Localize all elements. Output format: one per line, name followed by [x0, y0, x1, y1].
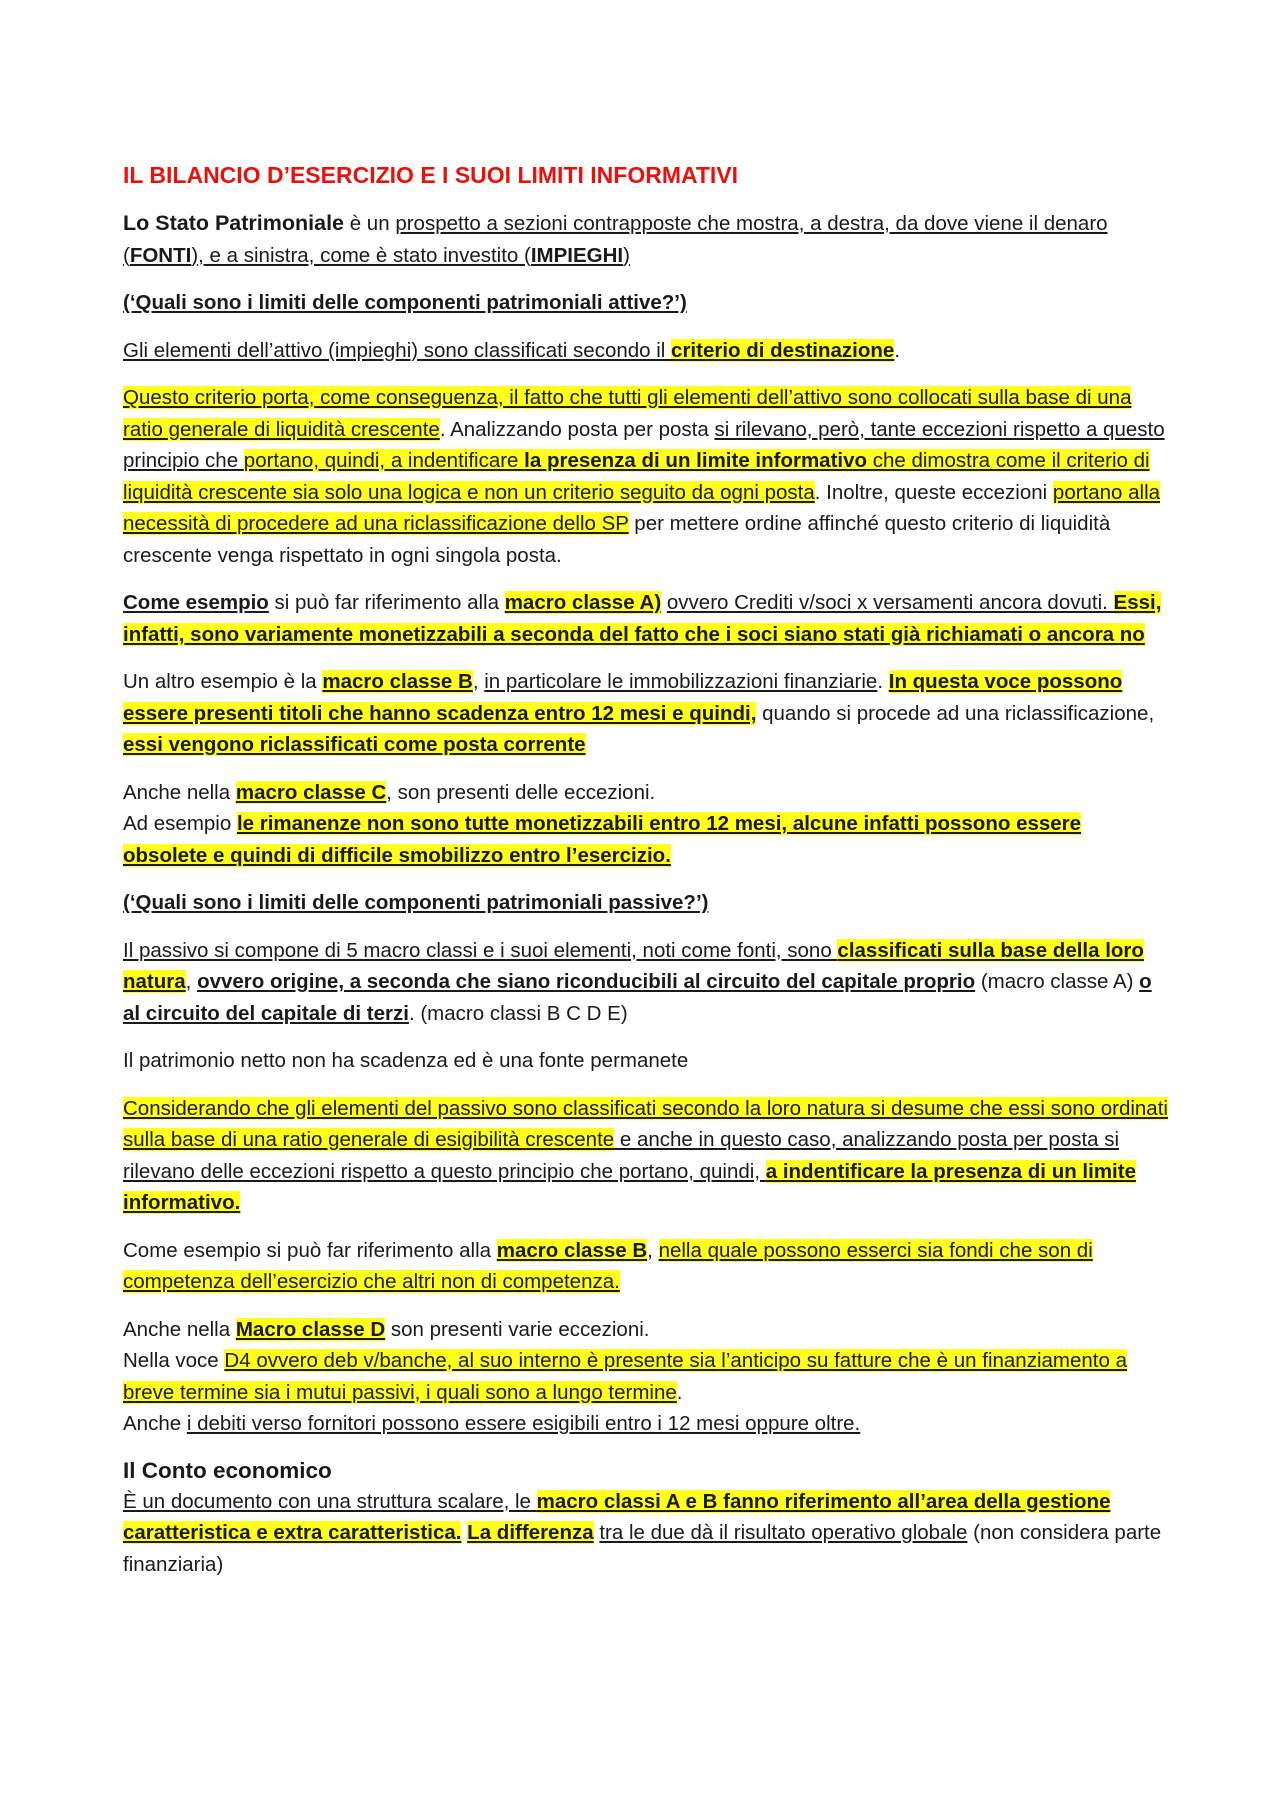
question-passive: (‘Quali sono i limiti delle componenti patrimoniali passive?’)	[123, 891, 709, 914]
paragraph-esempio-macro-b: Un altro esempio è la macro classe B, in particolare le immobilizzazioni finanziarie. In questa voce possono essere presenti titoli che hanno scadenza entro 12 mesi e quindi, quando si procede ad una riclassificazione, essi vengono riclassificati come posta corrente	[123, 670, 1155, 756]
paragraph-stato-patrimoniale: Lo Stato Patrimoniale è un prospetto a sezioni contrapposte che mostra, a destra, da dove viene il denaro (FONTI), e a sinistra, come è stato investito (IMPIEGHI)	[123, 211, 1108, 267]
paragraph-patrimonio-netto: Il patrimonio netto non ha scadenza ed è una fonte permanete	[123, 1049, 689, 1072]
paragraph-esempio-passivo-d: Anche nella Macro classe D son presenti varie eccezioni. Nella voce D4 ovvero deb v/banche, al suo interno è presente sia l’anticipo su fatture che è un finanziamento a breve termine sia i mutui passivi, i quali sono a lungo termine. Anche i debiti verso fornitori possono essere esigibili entro i 12 mesi oppure oltre.	[123, 1317, 1127, 1435]
question-attive: (‘Quali sono i limiti delle componenti patrimoniali attive?’)	[123, 291, 687, 314]
page-title: IL BILANCIO D’ESERCIZIO E I SUOI LIMITI INFORMATIVI	[123, 162, 739, 188]
paragraph-passivo-intro: Il passivo si compone di 5 macro classi e i suoi elementi, noti come fonti, sono classificati sulla base della loro natura, ovvero origine, a seconda che siano riconducibili al circuito del capitale proprio (macro classe A) o al circuito del capitale di terzi. (macro classi B C D E)	[123, 938, 1152, 1025]
paragraph-esempio-macro-a: Come esempio si può far riferimento alla macro classe A) ovvero Crediti v/soci x versamenti ancora dovuti. Essi, infatti, sono variamente monetizzabili a seconda del fatto che i soci siano stati già richiamati o ancora no	[123, 591, 1162, 646]
paragraph-attivo-intro: Gli elementi dell’attivo (impieghi) sono classificati secondo il criterio di destinazione.	[123, 338, 901, 362]
document-body	[123, 160, 1168, 1580]
paragraph-conto-economico: È un documento con una struttura scalare, le macro classi A e B fanno riferimento all’area della gestione caratteristica e extra caratteristica. La differenza tra le due dà il risultato operativo globale (non considera parte finanziaria)	[123, 1489, 1162, 1576]
paragraph-esempio-passivo-b: Come esempio si può far riferimento alla macro classe B, nella quale possono esserci sia fondi che son di competenza dell’esercizio che altri non di competenza.	[123, 1238, 1093, 1293]
term-stato-patrimoniale: Lo Stato Patrimoniale	[123, 211, 345, 235]
section-heading-conto-economico: Il Conto economico	[123, 1457, 332, 1483]
paragraph-esempio-macro-c: Anche nella macro classe C, son presenti delle eccezioni. Ad esempio le rimanenze non sono tutte monetizzabili entro 12 mesi, alcune infatti possono essere obsolete e quindi di difficile smobilizzo entro l’esercizio.	[123, 780, 1082, 867]
paragraph-attivo-criterio: Questo criterio porta, come conseguenza, il fatto che tutti gli elementi dell’attivo sono collocati sulla base di una ratio generale di liquidità crescente. Analizzando posta per posta si rilevano, però, tante eccezioni rispetto a questo principio che portano, quindi, a indentificare la presenza di un limite informativo che dimostra come il criterio di liquidità crescente sia solo una logica e non un criterio seguito da ogni posta. Inoltre, queste eccezioni portano alla necessità di procedere ad una riclassificazione dello SP per mettere ordine affinché questo criterio di liquidità crescente venga rispettato in ogni singola posta.	[123, 386, 1165, 567]
paragraph-passivo-criterio: Considerando che gli elementi del passivo sono classificati secondo la loro natura si desume che essi sono ordinati sulla base di una ratio generale di esigibilità crescente e anche in questo caso, analizzando posta per posta si rilevano delle eccezioni rispetto a questo principio che portano, quindi, a indentificare la presenza di un limite informativo.	[123, 1096, 1168, 1214]
